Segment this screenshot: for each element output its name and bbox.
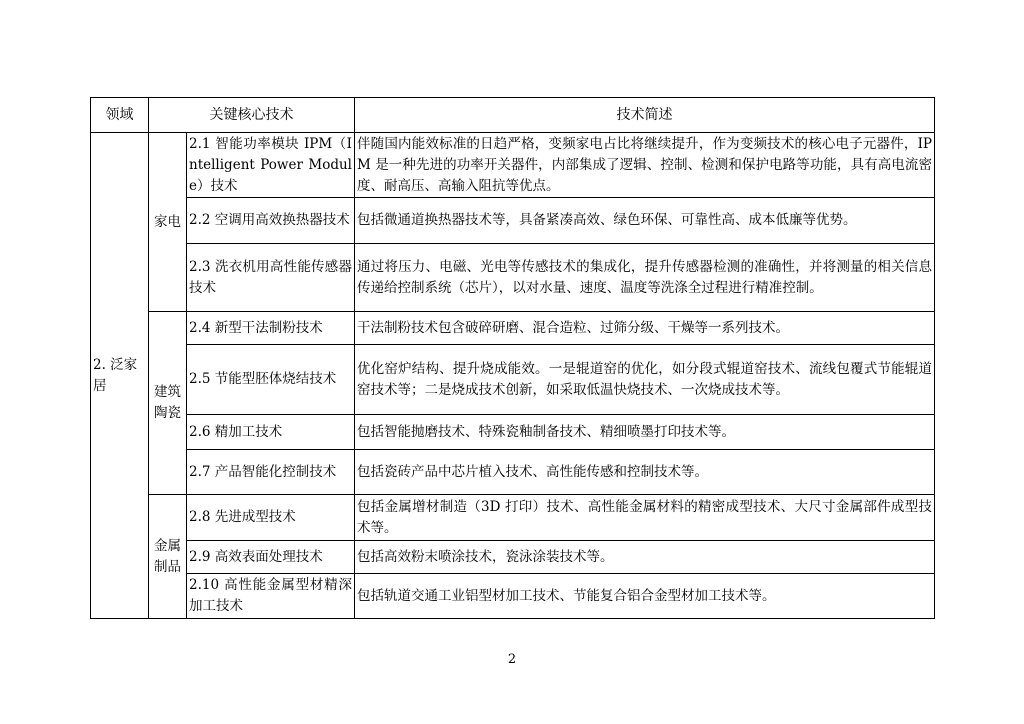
technology-table [90, 97, 935, 619]
tech-desc-cell: 优化窑炉结构、提升烧成能效。一是辊道窑的优化，如分段式辊道窑技术、流线包覆式节能辊道窑技术等；二是烧成技术创新，如采取低温快烧技术、一次烧成技术等。 [355, 345, 935, 415]
domain-cell: 2. 泛家居 [91, 133, 149, 619]
tech-desc-cell: 包括金属增材制造（3D 打印）技术、高性能金属材料的精密成型技术、大尺寸金属部件成型技术等。 [355, 495, 935, 541]
header-core-tech: 关键核心技术 [149, 98, 355, 133]
header-domain: 领域 [91, 98, 149, 133]
table-row [91, 574, 935, 619]
table-row [91, 415, 935, 450]
table-row [91, 198, 935, 244]
tech-name-cell: 2.2 空调用高效换热器技术 [187, 198, 355, 244]
tech-desc-cell: 包括微通道换热器技术等，具备紧凑高效、绿色环保、可靠性高、成本低廉等优势。 [355, 198, 935, 244]
tech-desc-cell: 干法制粉技术包含破碎研磨、混合造粒、过筛分级、干燥等一系列技术。 [355, 312, 935, 345]
table-row [91, 312, 935, 345]
tech-name-cell: 2.3 洗衣机用高性能传感器技术 [187, 244, 355, 312]
tech-desc-cell: 通过将压力、电磁、光电等传感技术的集成化，提升传感器检测的准确性，并将测量的相关信息传递给控制系统（芯片），以对水量、速度、温度等洗涤全过程进行精准控制。 [355, 244, 935, 312]
tech-name-cell: 2.4 新型干法制粉技术 [187, 312, 355, 345]
page-number: 2 [507, 652, 517, 667]
table-row [91, 244, 935, 312]
table-header-row [91, 98, 935, 133]
tech-desc-cell: 包括瓷砖产品中芯片植入技术、高性能传感和控制技术等。 [355, 450, 935, 495]
header-tech-description: 技术简述 [355, 98, 935, 133]
table-row [91, 495, 935, 541]
table-row [91, 345, 935, 415]
tech-desc-cell: 伴随国内能效标准的日趋严格，变频家电占比将继续提升，作为变频技术的核心电子元器件，IPM 是一种先进的功率开关器件，内部集成了逻辑、控制、检测和保护电路等功能，具有高电流密度、耐高压、高输入阻抗等优点。 [355, 133, 935, 198]
tech-desc-cell: 包括轨道交通工业铝型材加工技术、节能复合铝合金型材加工技术等。 [355, 574, 935, 619]
tech-name-cell: 2.9 高效表面处理技术 [187, 541, 355, 574]
tech-desc-cell: 包括高效粉末喷涂技术，瓷泳涂装技术等。 [355, 541, 935, 574]
tech-desc-cell: 包括智能抛磨技术、特殊瓷釉制备技术、精细喷墨打印技术等。 [355, 415, 935, 450]
subdomain-cell: 建筑陶瓷 [149, 312, 187, 495]
tech-name-cell: 2.7 产品智能化控制技术 [187, 450, 355, 495]
tech-name-cell: 2.6 精加工技术 [187, 415, 355, 450]
tech-name-cell: 2.10 高性能金属型材精深加工技术 [187, 574, 355, 619]
subdomain-cell: 家电 [149, 133, 187, 312]
subdomain-cell: 金属制品 [149, 495, 187, 619]
tech-name-cell: 2.1 智能功率模块 IPM（Intelligent Power Module）技术 [187, 133, 355, 198]
table-row [91, 541, 935, 574]
tech-name-cell: 2.8 先进成型技术 [187, 495, 355, 541]
table-row [91, 450, 935, 495]
tech-name-cell: 2.5 节能型胚体烧结技术 [187, 345, 355, 415]
table-row [91, 133, 935, 198]
